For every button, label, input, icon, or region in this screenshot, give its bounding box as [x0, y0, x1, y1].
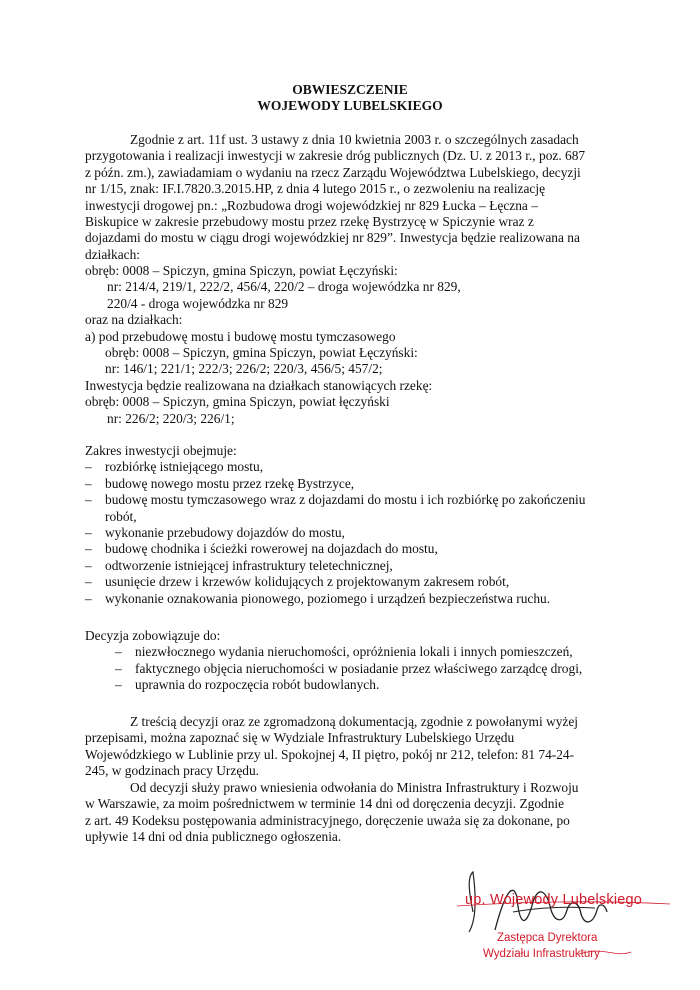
info-paragraph — [85, 714, 620, 780]
scope-heading: Zakres inwestycji obejmuje: — [85, 443, 237, 458]
intro-line: nr 1/15, znak: IF.I.7820.3.2015.HP, z dnia 4 lutego 2015 r., o zezwoleniu na realizację — [85, 181, 546, 197]
parcel-line: 220/4 - droga wojewódzka nr 829 — [107, 295, 289, 311]
parcel-line: Inwestycja będzie realizowana na działkach stanowiących rzekę: — [85, 377, 433, 393]
appeal-line: z art. 49 Kodeksu postępowania administracyjnego, doręczenie uważa się za dokonane, po — [85, 812, 570, 828]
parcel-line: obręb: 0008 – Spiczyn, gmina Spiczyn, powiat łęczyński — [85, 394, 390, 410]
signature-icon — [455, 862, 700, 982]
obligations-section — [85, 628, 620, 694]
parcel-line: nr: 226/2; 220/3; 226/1; — [107, 410, 235, 426]
parcel-line: obręb: 0008 – Spiczyn, gmina Spiczyn, powiat Łęczyński: — [105, 345, 418, 361]
scope-list — [85, 459, 620, 607]
stamp-line: Wydziału Infrastruktury — [483, 948, 600, 960]
intro-line: z późn. zm.), zawiadamiam o wydaniu na rzecz Zarządu Województwa Lubelskiego, decyzji — [85, 164, 581, 180]
intro-line: inwestycji drogowej pn.: „Rozbudowa drogi wojewódzkiej nr 829 Łucka – Łęczna – — [85, 197, 538, 213]
parcels-section — [85, 263, 620, 427]
obligations-list — [85, 644, 620, 693]
list-item: – budowę nowego mostu przez rzekę Bystrzyce, — [85, 475, 355, 491]
list-item: – uprawnia do rozpoczęcia robót budowlanych. — [115, 677, 380, 693]
list-item: – rozbiórkę istniejącego mostu, — [85, 459, 264, 475]
scope-section — [85, 443, 620, 607]
intro-line: Biskupice w zakresie przebudowy mostu przez rzekę Bystrzycę w Spiczynie wraz z — [85, 214, 534, 230]
intro-line: działkach: — [85, 246, 141, 262]
list-item: – budowę mostu tymczasowego wraz z dojazdami do mostu i ich rozbiórkę po zakończeniu — [85, 492, 586, 508]
list-item: – wykonanie przebudowy dojazdów do mostu, — [85, 525, 345, 541]
info-line: przepisami, można zapoznać się w Wydziale Infrastruktury Lubelskiego Urzędu — [85, 730, 515, 746]
list-item: – faktycznego objęcia nieruchomości w posiadanie przez właściwego zarządcę drogi, — [115, 660, 583, 676]
document-subtitle: WOJEWODY LUBELSKIEGO — [257, 98, 443, 113]
list-item: – odtworzenie istniejącej infrastruktury teletechnicznej, — [85, 557, 393, 573]
appeal-line: w Warszawie, za moim pośrednictwem w terminie 14 dni od doręczenia decyzji. Zgodnie — [85, 796, 565, 812]
parcel-line: oraz na działkach: — [85, 312, 183, 328]
list-item: – niezwłocznego wydania nieruchomości, opróżnienia lokali i innych pomieszczeń, — [115, 644, 573, 660]
info-line: Z treścią decyzji oraz ze zgromadzoną dokumentacją, zgodnie z powołanymi wyżej — [130, 714, 579, 729]
parcel-line: a) pod przebudowę mostu i budowę mostu tymczasowego — [85, 328, 396, 344]
stamp-line: Zastępca Dyrektora — [497, 932, 598, 944]
intro-line: Zgodnie z art. 11f ust. 3 ustawy z dnia 10 kwietnia 2003 r. o szczególnych zasadach — [130, 132, 579, 147]
obligations-heading: Decyzja zobowiązuje do: — [85, 628, 221, 643]
intro-paragraph — [85, 132, 620, 263]
intro-line: dojazdami do mostu w ciągu drogi wojewódzkiej nr 829”. Inwestycja będzie realizowana na — [85, 230, 580, 246]
appeal-line: Od decyzji służy prawo wniesienia odwołania do Ministra Infrastruktury i Rozwoju — [130, 780, 579, 795]
signature-stamp — [455, 862, 700, 982]
list-item-continuation: robót, — [105, 508, 137, 524]
stamp-line: up. Wojewody Lubelskiego — [465, 892, 643, 908]
list-item: – budowę chodnika i ścieżki rowerowej na dojazdach do mostu, — [85, 541, 438, 557]
info-line: Wojewódzkiego w Lublinie przy ul. Spokojnej 4, II piętro, pokój nr 212, telefon: 81 74-24- — [85, 746, 575, 762]
info-line: 245, w godzinach pracy Urzędu. — [85, 763, 260, 779]
appeal-paragraph — [85, 780, 620, 846]
appeal-line: upływie 14 dni od dnia publicznego ogłoszenia. — [85, 829, 342, 845]
parcel-line: nr: 146/1; 221/1; 222/3; 226/2; 220/3, 456/5; 457/2; — [105, 361, 383, 377]
intro-line: przygotowania i realizacji inwestycji w zakresie dróg publicznych (Dz. U. z 2013 r., poz. 687 — [85, 148, 586, 164]
list-item: – wykonanie oznakowania pionowego, poziomego i urządzeń bezpieczeństwa ruchu. — [85, 590, 551, 606]
parcel-line: obręb: 0008 – Spiczyn, gmina Spiczyn, powiat Łęczyński: — [85, 263, 398, 278]
document-title: OBWIESZCZENIE — [292, 82, 408, 97]
list-item: – usunięcie drzew i krzewów kolidujących z projektowanym zakresem robót, — [85, 574, 510, 590]
parcel-line: nr: 214/4, 219/1, 222/2, 456/4, 220/2 – droga wojewódzka nr 829, — [107, 279, 461, 295]
